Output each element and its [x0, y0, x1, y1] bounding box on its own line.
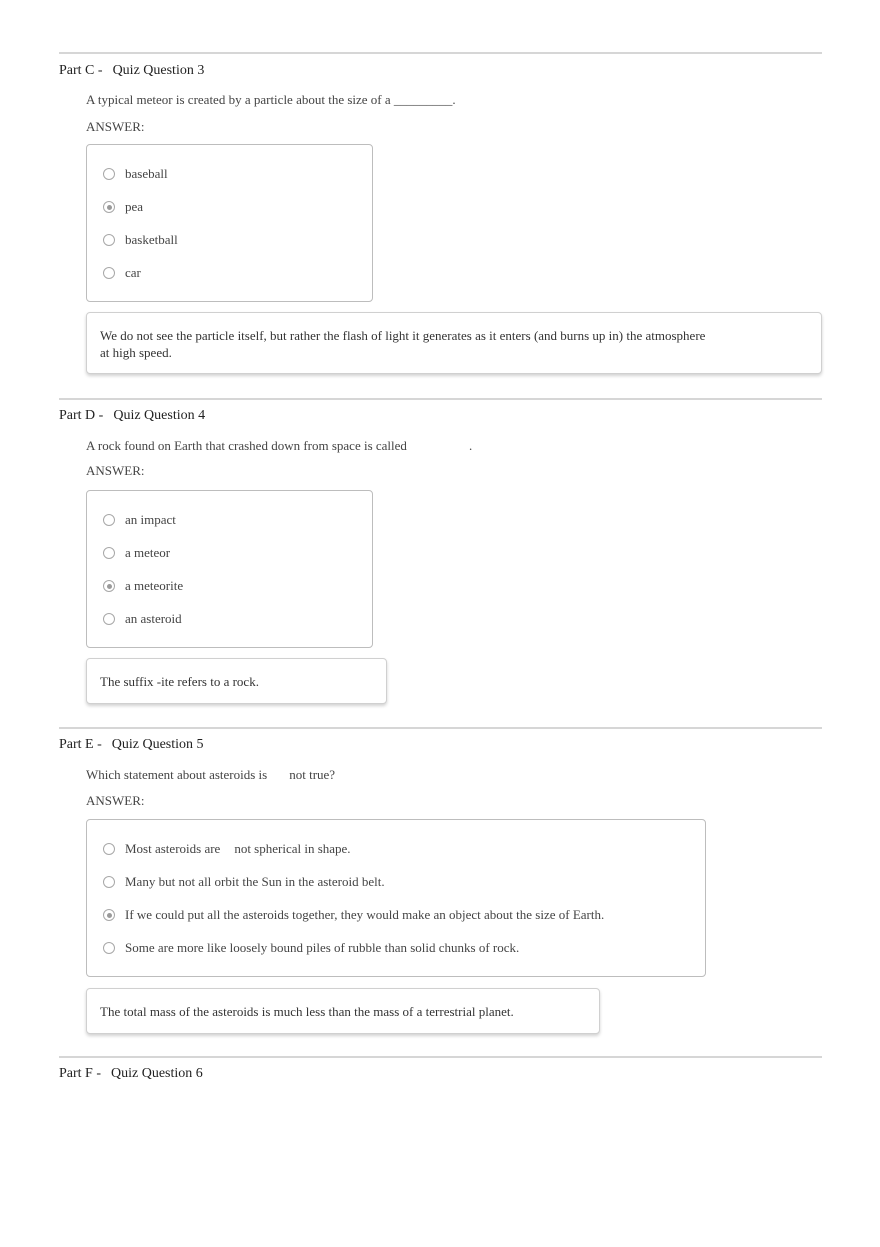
option-basketball[interactable] — [103, 231, 178, 249]
question-part: . — [468, 438, 473, 453]
part-title: Quiz Question 3 — [112, 63, 205, 78]
radio-button[interactable] — [103, 514, 115, 526]
feedback-text: We do not see the particle itself, but rather the flash of light it generates as it enters (and burns up in) the atmosphere — [100, 328, 706, 343]
section-divider — [59, 52, 822, 54]
question-part: not true? — [289, 767, 336, 782]
option-label: If we could put all the asteroids together, they would make an object about the size of Earth. — [125, 907, 605, 922]
option-car[interactable] — [103, 264, 141, 282]
answer-label: ANSWER: — [86, 793, 145, 808]
option-label: pea — [125, 199, 144, 214]
section-divider — [59, 1056, 822, 1058]
option-label: a meteor — [125, 545, 171, 560]
part-f-heading — [59, 1066, 203, 1082]
option-label: car — [125, 265, 141, 280]
radio-button-selected[interactable] — [103, 201, 115, 213]
question-text: A typical meteor is created by a particle about the size of a _________. — [86, 92, 456, 107]
answer-options — [86, 819, 706, 977]
feedback-text: at high speed. — [100, 345, 172, 360]
radio-button[interactable] — [103, 547, 115, 559]
radio-button[interactable] — [103, 876, 115, 888]
feedback-text: The suffix -ite refers to a rock. — [100, 674, 259, 689]
option-many-orbit[interactable] — [103, 873, 385, 891]
section-divider — [59, 398, 822, 400]
part-e-heading — [59, 737, 204, 753]
part-title: Quiz Question 6 — [111, 1066, 203, 1081]
radio-button[interactable] — [103, 942, 115, 954]
feedback-box — [86, 312, 822, 374]
option-most-asteroids[interactable] — [103, 840, 351, 858]
question-text — [86, 438, 472, 454]
feedback-box — [86, 988, 600, 1034]
question-part: Which statement about asteroids is — [86, 767, 268, 782]
option-label: an impact — [125, 512, 176, 527]
option-an-asteroid[interactable] — [103, 610, 182, 628]
option-label: an asteroid — [125, 611, 182, 626]
part-label: Part E - — [59, 737, 102, 752]
part-c-heading — [59, 63, 204, 79]
answer-options — [86, 490, 373, 648]
option-label: Most asteroids are — [125, 841, 221, 856]
option-label: basketball — [125, 232, 178, 247]
part-d-heading — [59, 408, 205, 424]
radio-button[interactable] — [103, 613, 115, 625]
option-label: Many but not all orbit the Sun in the asteroid belt. — [125, 874, 385, 889]
option-label: baseball — [125, 166, 168, 181]
part-label: Part D - — [59, 408, 104, 423]
option-rubble-piles[interactable] — [103, 939, 519, 957]
radio-button-selected[interactable] — [103, 580, 115, 592]
answer-label: ANSWER: — [86, 119, 145, 134]
feedback-text: The total mass of the asteroids is much less than the mass of a terrestrial planet. — [100, 1004, 514, 1019]
radio-button[interactable] — [103, 234, 115, 246]
option-size-of-earth[interactable] — [103, 906, 604, 924]
option-a-meteorite[interactable] — [103, 577, 183, 595]
question-part: A rock found on Earth that crashed down from space is called — [86, 438, 407, 453]
answer-options — [86, 144, 373, 302]
feedback-box — [86, 658, 387, 704]
part-title: Quiz Question 5 — [111, 737, 204, 752]
option-a-meteor[interactable] — [103, 544, 170, 562]
part-label: Part C - — [59, 63, 103, 78]
option-an-impact[interactable] — [103, 511, 176, 529]
answer-label: ANSWER: — [86, 463, 145, 478]
part-title: Quiz Question 4 — [113, 408, 206, 423]
radio-button[interactable] — [103, 843, 115, 855]
radio-button[interactable] — [103, 168, 115, 180]
part-label: Part F - — [59, 1066, 101, 1081]
option-label: not spherical in shape. — [234, 841, 351, 856]
option-label: a meteorite — [125, 578, 184, 593]
question-text — [86, 767, 335, 783]
radio-button[interactable] — [103, 267, 115, 279]
radio-button-selected[interactable] — [103, 909, 115, 921]
option-label: Some are more like loosely bound piles of rubble than solid chunks of rock. — [125, 940, 520, 955]
section-divider — [59, 727, 822, 729]
option-pea[interactable] — [103, 198, 143, 216]
option-baseball[interactable] — [103, 165, 168, 183]
